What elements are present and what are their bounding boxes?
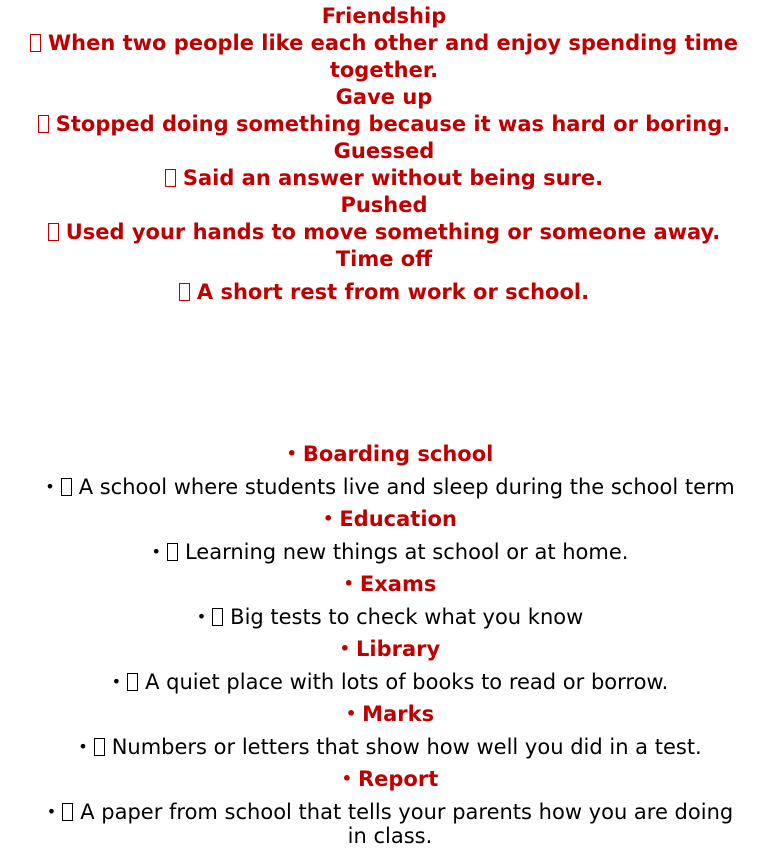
term-friendship: Friendship [321,4,447,28]
term-text: Boarding school [302,442,494,466]
term-text: Report [357,767,439,791]
checkbox-icon [167,543,178,561]
definition-guessed [30,165,738,192]
bullet-icon: • [151,542,161,561]
term-time-off: Time off [335,247,433,271]
definition-marks [40,735,740,759]
term-text: Marks [362,702,435,726]
definition-boarding-school [40,475,740,499]
bullet-icon: • [111,672,122,691]
bullet-icon: • [196,607,207,626]
definition-friendship [30,30,738,84]
term-text: Library [356,637,441,661]
bullet-icon: • [341,769,352,788]
checkbox-icon [127,673,138,691]
definition-text: Stopped doing something because it was hard or boring. [55,112,731,136]
definition-time-off [30,279,738,306]
bullet-icon: • [286,444,297,463]
definition-text: Big tests to check what you know [230,605,584,629]
bullet-icon: • [339,639,351,658]
definition-text: When two people like each other and enjoy spending time together. [48,31,738,82]
bullet-icon: • [345,704,357,723]
vocabulary-section-1 [30,3,738,306]
checkbox-icon [165,169,176,187]
checkbox-icon [38,115,49,133]
bullet-icon: • [45,477,55,496]
term-education [40,507,740,531]
bullet-icon: • [323,509,334,528]
checkbox-icon [61,478,72,496]
checkbox-icon [179,283,190,301]
definition-text: A short rest from work or school. [196,280,590,304]
definition-gave-up [30,111,738,138]
term-report [40,767,740,791]
bullet-icon: • [78,737,88,756]
definition-text: A school where students live and sleep during the school term [78,475,735,499]
term-guessed: Guessed [333,139,435,163]
definition-text: Learning new things at school or at home. [184,540,629,564]
checkbox-icon [62,803,73,821]
term-pushed: Pushed [340,193,428,217]
definition-text: Said an answer without being sure. [182,166,604,190]
checkbox-icon [30,34,41,52]
term-gave-up: Gave up [335,85,433,109]
term-text: Exams [359,572,437,596]
definition-report [40,800,740,848]
definition-exams [40,605,740,629]
bullet-icon: • [343,574,354,593]
term-boarding-school [40,442,740,466]
definition-library [40,670,740,694]
definition-text: Numbers or letters that show how well you did in a test. [111,735,702,759]
term-exams [40,572,740,596]
definition-text: A quiet place with lots of books to read or borrow. [145,670,669,694]
definition-education [40,540,740,564]
bullet-icon: • [46,802,57,821]
checkbox-icon [212,608,223,626]
checkbox-icon [48,223,59,241]
term-marks [40,702,740,726]
checkbox-icon [94,738,105,756]
vocabulary-section-2 [40,442,740,856]
definition-text: Used your hands to move something or someone away. [65,220,721,244]
definition-text: A paper from school that tells your parents how you are doing in class. [80,800,734,848]
term-library [40,637,740,661]
term-text: Education [339,507,457,531]
definition-pushed [30,219,738,246]
